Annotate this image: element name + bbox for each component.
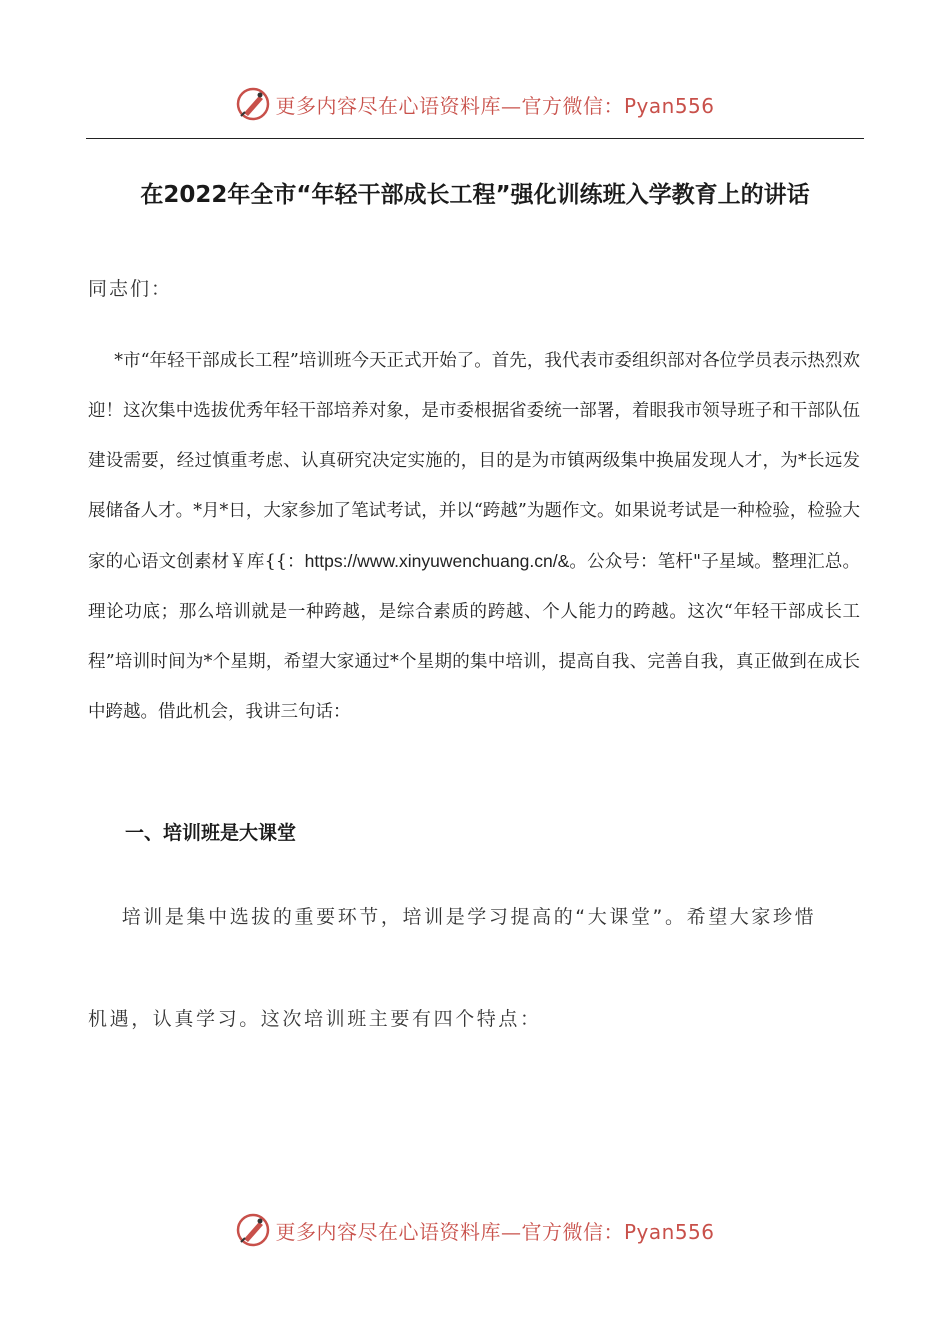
section-1-paragraph-line-1: 培训是集中选拔的重要环节，培训是学习提高的“大课堂”。希望大家珍惜 [121,906,817,928]
header-banner-text: 更多内容尽在心语资料库—官方微信：Pyan556 [275,93,715,118]
salutation: 同志们： [88,278,173,300]
wechat-id: Pyan556 [623,93,715,118]
section-1-paragraph-line-2: 机遇，认真学习。这次培训班主要有四个特点： [88,1008,542,1030]
footer-banner-text: 更多内容尽在心语资料库—官方微信：Pyan556 [275,1219,715,1244]
pen-logo-icon [235,1212,271,1248]
header-banner [0,82,950,126]
pen-logo-icon [235,86,271,122]
footer-banner [0,1208,950,1252]
header-divider [86,138,864,139]
wechat-id: Pyan556 [623,1219,715,1244]
source-url: https://www.xinyuwenchuang.cn/& [304,551,570,571]
document-title: 在2022年全市“年轻干部成长工程”强化训练班入学教育上的讲话 [140,182,810,208]
section-1-heading: 一、培训班是大课堂 [125,822,297,844]
intro-paragraph: *市“年轻干部成长工程”培训班今天正式开始了。首先，我代表市委组织部对各位学员表示热烈欢迎！这次集中选拔优秀年轻干部培养对象，是市委根据省委统一部署，着眼我市领导班子和干部队伍建设需要，经过慎重考虑、认真研究决定实施的，目的是为市镇两级集中换届发现人才，为*长远发展储备人才。*月*日，大家参加了笔试考试，并以“跨越”为题作文。如果说考试是一种检验，检验大家的心语文创素材￥库{{：https://www.xinyuwenchuang.cn/&。公众号：笔杆"子星域。整理汇总。理论功底；那么培训就是一种跨越，是综合素质的跨越、个人能力的跨越。这次“年轻干部成长工程”培训时间为*个星期，希望大家通过*个星期的集中培训，提高自我、完善自我，真正做到在成长中跨越。借此机会，我讲三句话： [88,351,860,722]
